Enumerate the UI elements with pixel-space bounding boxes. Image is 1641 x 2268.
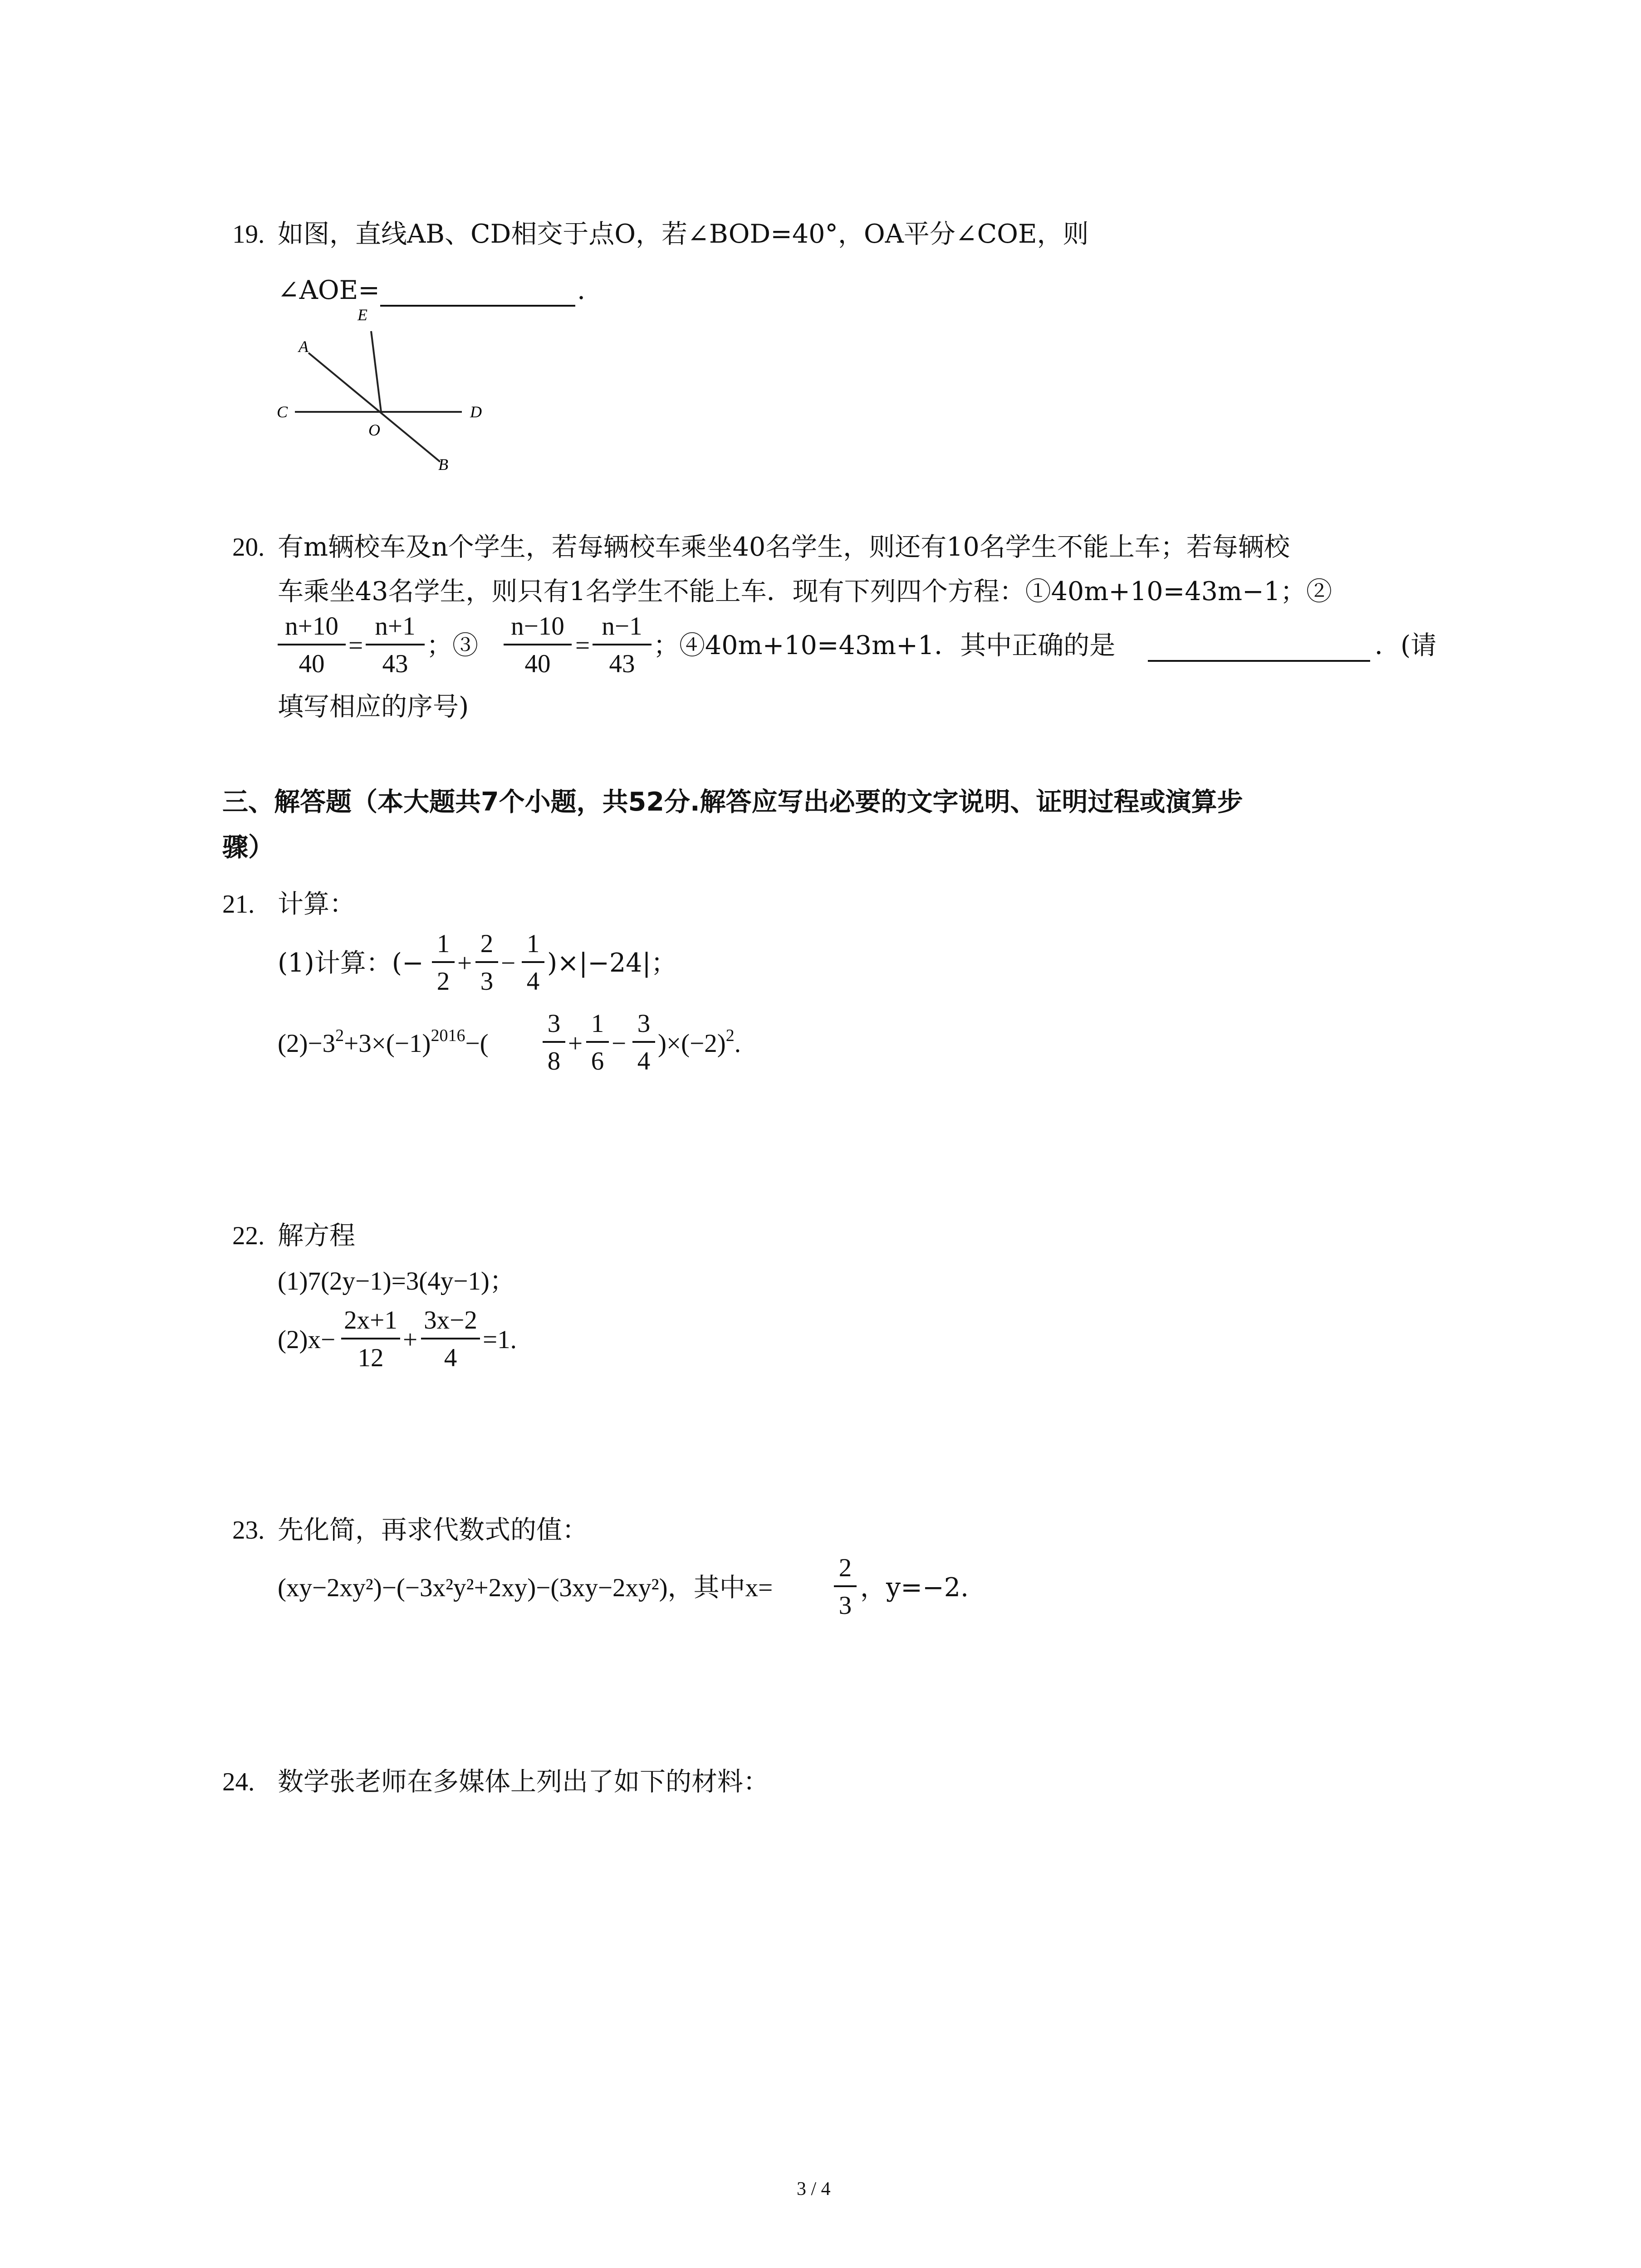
label-b: B [438,455,448,474]
fraction-bar [366,644,425,645]
label-o: O [368,421,380,439]
q20-fraction-3 [504,613,572,677]
denominator: 40 [524,650,551,678]
q20-tail: ；④40m+10=43m+1．其中正确的是 [653,631,1116,660]
label-e: E [358,306,367,324]
denominator: 2 [436,967,450,996]
q19-end: . [577,275,586,305]
q22-number: 22. [232,1222,265,1250]
numerator: n−1 [602,612,642,640]
fraction-bar [432,961,455,963]
q21-p1-fraction-3 [522,931,544,994]
q21-p1-fraction-2 [475,931,498,994]
q21-p2-exponent-1: 2 [335,1026,344,1045]
numerator: 2x+1 [344,1306,397,1334]
section3-heading-line2: 骤） [222,832,274,862]
denominator: 4 [637,1047,651,1075]
ray-oe [371,331,381,412]
q22-part1: (1)7(2y−1)=3(4y−1)； [278,1267,515,1295]
q19-text-line2: ∠AOE= [278,275,380,305]
denominator: 3 [838,1591,852,1620]
q20-text-line1: 有m辆校车及n个学生，若每辆校车乘坐40名学生，则还有10名学生不能上车；若每辆校 [278,532,1290,562]
q20-text-line4: 填写相应的序号) [278,692,469,722]
q24-text: 数学张老师在多媒体上列出了如下的材料： [278,1767,769,1797]
q20-fraction-1 [278,613,346,677]
q22-part2-prefix: (2)x− [278,1325,336,1354]
q21-part2-suffix [658,1026,741,1058]
q21-p2-post: )×(−2) [658,1029,726,1058]
fraction-bar [278,644,346,645]
numerator: 1 [436,929,450,958]
denominator: 6 [591,1047,604,1075]
denominator: 8 [547,1047,561,1075]
numerator: 2 [480,929,494,958]
fraction-bar [543,1041,565,1043]
q20-tail2: ．(请 [1375,631,1437,660]
q20-answer-blank[interactable] [1148,660,1370,662]
denominator: 3 [480,967,494,996]
fraction-bar [586,1041,609,1043]
q24-number: 24. [222,1768,255,1796]
q23-number: 23. [232,1516,265,1545]
q21-p2-fraction-3 [632,1011,655,1074]
q20-number: 20. [232,533,265,562]
fraction-bar [834,1585,857,1587]
label-a: A [299,337,309,356]
numerator: n+10 [285,612,338,640]
q19-text-line1: 如图，直线AB、CD相交于点O，若∠BOD=40°，OA平分∠COE，则 [278,219,1089,249]
numerator: 2 [838,1554,852,1582]
q22-p2-fraction-1 [341,1307,400,1371]
q22-title: 解方程 [278,1221,355,1251]
q19-figure [268,304,513,485]
denominator: 4 [526,967,540,996]
section3-heading-line1: 三、解答题（本大题共7个小题，共52分.解答应写出必要的文字说明、证明过程或演算步 [222,787,1243,817]
q21-p1-minus: − [501,949,516,978]
q20-text-line2: 车乘坐43名学生，则只有1名学生不能上车．现有下列四个方程：①40m+10=43m−1；② [278,577,1332,606]
numerator: n+1 [375,612,416,640]
q21-part1-prefix: (1)计算：(− [278,948,424,978]
fraction-bar [593,644,652,645]
q21-p2-mid: +3×(−1) [344,1029,431,1058]
line-ab [309,353,440,462]
numerator: 1 [526,929,540,958]
numerator: 3x−2 [424,1306,477,1334]
q20-sep-3: ；③ [426,631,478,660]
fraction-bar [632,1041,655,1043]
q20-fraction-2 [366,613,425,677]
q21-p2-plus: + [568,1029,583,1058]
fraction-bar [522,961,544,963]
q21-p1-plus: + [457,949,472,978]
page-number: 3 / 4 [797,2179,831,2200]
q22-p2-plus: + [403,1325,418,1354]
q21-p2-open: −( [465,1029,489,1058]
q23-expression-suffix: ，y=−2. [860,1573,969,1603]
q21-p2-minus: − [612,1029,627,1058]
denominator: 12 [358,1344,384,1372]
q21-p2-fraction-1 [543,1011,565,1074]
q21-p2-exponent-3: 2 [725,1026,735,1045]
fraction-bar [341,1338,400,1339]
q20-fraction-4 [593,613,652,677]
numerator: n−10 [511,612,564,640]
q23-fraction [834,1555,857,1618]
q22-p2-fraction-2 [421,1307,480,1371]
q21-part2-expression [278,1026,489,1058]
label-d: D [470,403,482,421]
q20-equals-1: = [348,631,363,660]
q22-part2-suffix: =1. [483,1325,517,1354]
q21-p2-end: . [734,1029,741,1058]
q21-p1-fraction-1 [432,931,455,994]
numerator: 3 [547,1009,561,1038]
q23-expression: (xy−2xy²)−(−3x²y²+2xy)−(3xy−2xy²)，其中x= [278,1574,773,1602]
q20-equals-2: = [575,631,590,660]
label-c: C [277,403,288,421]
denominator: 43 [609,650,635,678]
fraction-bar [421,1338,480,1339]
q21-part1-suffix: )×|−24|； [547,948,677,978]
q21-p2-fraction-2 [586,1011,609,1074]
numerator: 3 [637,1009,651,1038]
q21-p2-prefix: (2)−3 [278,1029,336,1058]
fraction-bar [475,961,498,963]
fraction-bar [504,644,572,645]
q21-p2-exponent-2: 2016 [431,1026,465,1045]
denominator: 4 [444,1344,457,1372]
q23-title: 先化简，再求代数式的值： [278,1515,588,1545]
numerator: 1 [591,1009,604,1038]
q21-title: 计算： [278,889,355,919]
denominator: 43 [382,650,408,678]
q19-number: 19. [232,220,265,249]
q21-number: 21. [222,890,255,919]
denominator: 40 [299,650,325,678]
